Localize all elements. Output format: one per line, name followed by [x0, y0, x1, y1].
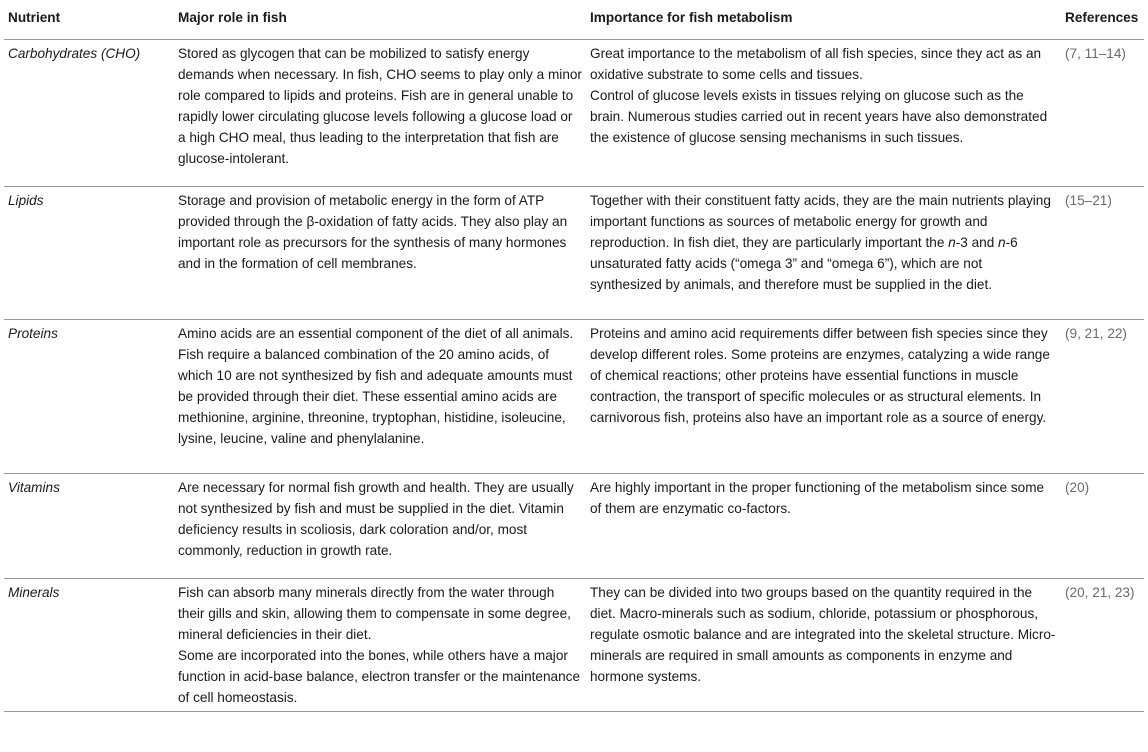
role-cell	[174, 579, 586, 712]
references-cell: (7, 11–14)	[1061, 40, 1144, 187]
table-row	[4, 474, 1144, 579]
nutrient-cell: Minerals	[4, 579, 174, 712]
nutrient-table	[4, 0, 1144, 712]
importance-cell	[586, 579, 1061, 712]
importance-paragraph: Proteins and amino acid requirements differ between fish species since they develop different roles. Some proteins are enzymes, catalyzing a wide range of chemical reactions; other proteins have essential functions in muscle contraction, the transport of specific molecules or as structural elements. In carnivorous fish, proteins also have an important role as a source of energy.	[590, 326, 1050, 425]
role-cell	[174, 320, 586, 474]
table-row	[4, 320, 1144, 474]
importance-cell	[586, 40, 1061, 187]
importance-paragraph: Great importance to the metabolism of all fish species, since they act as an oxidative substrate to some cells and tissues.	[590, 46, 1042, 82]
header-nutrient: Nutrient	[4, 0, 174, 40]
header-importance: Importance for fish metabolism	[586, 0, 1061, 40]
table-header-row	[4, 0, 1144, 40]
role-paragraph: Stored as glycogen that can be mobilized to satisfy energy demands when necessary. In fish, CHO seems to play only a minor role compared to lipids and proteins. Fish are in general unable to rapidly lower circulating glucose levels following a glucose load or a high CHO meal, thus leading to the interpretation that fish are glucose-intolerant.	[178, 46, 582, 166]
importance-cell	[586, 474, 1061, 579]
importance-cell	[586, 187, 1061, 320]
nutrient-cell: Lipids	[4, 187, 174, 320]
references-cell: (20, 21, 23)	[1061, 579, 1144, 712]
nutrient-cell: Carbohydrates (CHO)	[4, 40, 174, 187]
role-paragraph: Amino acids are an essential component of the diet of all animals. Fish require a balanced combination of the 20 amino acids, of which 10 are not synthesized by fish and adequate amounts must be provided through their diet. These essential amino acids are methionine, arginine, threonine, tryptophan, histidine, isoleucine, lysine, leucine, valine and phenylalanine.	[178, 326, 574, 446]
header-references: References	[1061, 0, 1144, 40]
fatty-acid-prefix: n	[998, 235, 1006, 250]
role-paragraph: Some are incorporated into the bones, while others have a major function in acid-base balance, electron transfer or the maintenance of cell homeostasis.	[178, 648, 581, 705]
role-cell	[174, 40, 586, 187]
importance-paragraph: Are highly important in the proper functioning of the metabolism since some of them are enzymatic co-factors.	[590, 480, 1045, 516]
importance-paragraph: Together with their constituent fatty acids, they are the main nutrients playing important functions as sources of metabolic energy for growth and reproduction. In fish diet, they are particularly important the n-3 and n-6 unsaturated fatty acids (“omega 3” and “omega 6”), which are not synthesized by animals, and therefore must be supplied in the diet.	[590, 193, 1051, 292]
header-role: Major role in fish	[174, 0, 586, 40]
references-cell: (15–21)	[1061, 187, 1144, 320]
references-cell: (20)	[1061, 474, 1144, 579]
table-row	[4, 187, 1144, 320]
table-row	[4, 579, 1144, 712]
references-cell: (9, 21, 22)	[1061, 320, 1144, 474]
nutrient-cell: Proteins	[4, 320, 174, 474]
table-row	[4, 40, 1144, 187]
role-cell	[174, 187, 586, 320]
importance-paragraph: Control of glucose levels exists in tissues relying on glucose such as the brain. Numerous studies carried out in recent years have also demonstrated the existence of glucose sensing mechanisms in such tissues.	[590, 88, 1048, 145]
role-cell	[174, 474, 586, 579]
nutrient-cell: Vitamins	[4, 474, 174, 579]
role-paragraph: Fish can absorb many minerals directly from the water through their gills and skin, allowing them to compensate in some degree, mineral deficiencies in their diet.	[178, 585, 571, 642]
importance-cell	[586, 320, 1061, 474]
importance-paragraph: They can be divided into two groups based on the quantity required in the diet. Macro-minerals such as sodium, chloride, potassium or phosphorous, regulate osmotic balance and are integrated into the skeletal structure. Micro-minerals are required in small amounts as components in enzyme and hormone systems.	[590, 585, 1056, 684]
role-paragraph: Storage and provision of metabolic energy in the form of ATP provided through the β-oxidation of fatty acids. They also play an important role as precursors for the synthesis of many hormones and in the formation of cell membranes.	[178, 193, 568, 271]
fatty-acid-prefix: n	[948, 235, 956, 250]
role-paragraph: Are necessary for normal fish growth and health. They are usually not synthesized by fish and must be supplied in the diet. Vitamin deficiency results in scoliosis, dark coloration and/or, most commonly, reduction in growth rate.	[178, 480, 574, 558]
